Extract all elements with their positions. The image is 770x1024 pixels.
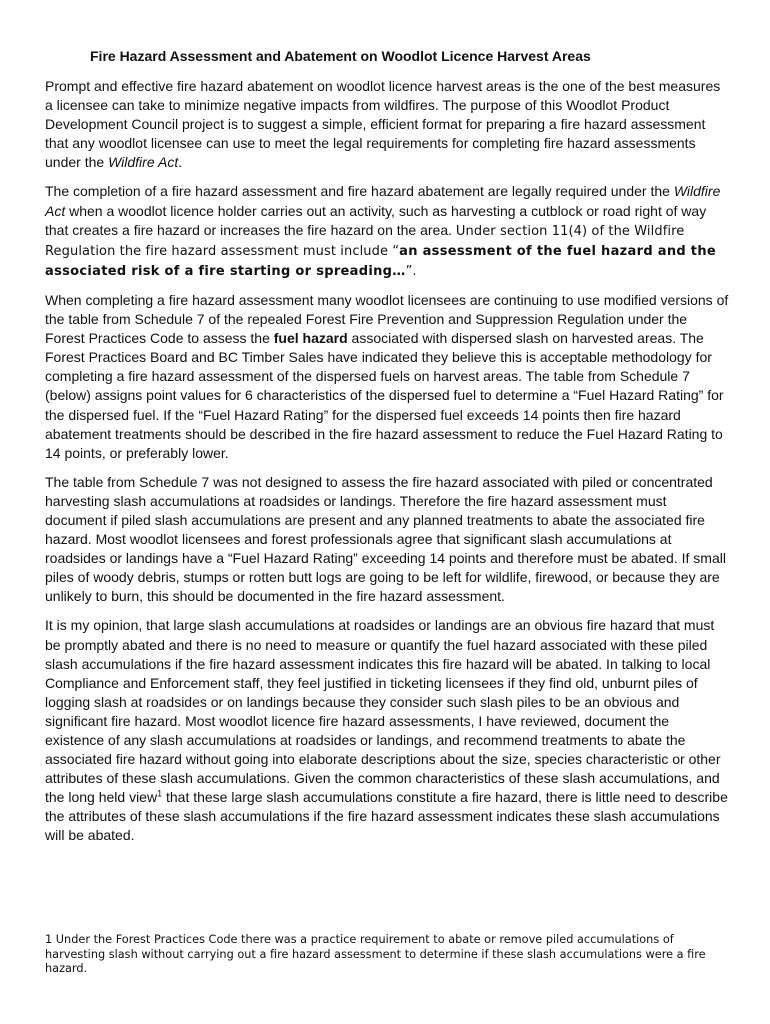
paragraph-5-text-cont: that these large slash accumulations constitute a fire hazard, there is little need to describe the attributes of these slash accumulations if the fire hazard assessment indicates these slash accumulations will be abated. [45, 789, 728, 844]
paragraph-3-text-cont: associated with dispersed slash on harvested areas. The Forest Practices Board and BC Timber Sales have indicated they believe this is acceptable methodology for completing a fire hazard assessment of the dispersed fuels on harvest areas. The table from Schedule 7 (below) assigns point values for 6 characteristics of the dispersed fuel to determine a “Fuel Hazard Rating” for the dispersed fuel. If the “Fuel Hazard Rating” for the dispersed fuel exceeds 14 points then fire hazard abatement treatments should be described in the fire hazard assessment to reduce the Fuel Hazard Rating to 14 points, or preferably lower. [45, 330, 724, 461]
wildfire-act-italic: Wildfire Act [45, 183, 721, 219]
paragraph-1-text: Prompt and effective fire hazard abatement on woodlot licence harvest areas is the one of the best measures a licensee can take to minimize negative impacts from wildfires. The purpose of this Woodlot Product Development Council project is to suggest a simple, efficient format for preparing a fire hazard assessment that any woodlot licensee can use to meet the legal requirements for completing fire hazard assessments under the [45, 78, 721, 171]
paragraph-2-text: The completion of a fire hazard assessment and fire hazard abatement are legally required under the [45, 183, 674, 200]
paragraph-5 [45, 616, 730, 845]
footnote-reference[interactable]: 1 [157, 788, 163, 799]
paragraph-2 [45, 182, 730, 280]
paragraph-3 [45, 291, 730, 463]
paragraph-1 [45, 77, 730, 172]
paragraph-5-text: It is my opinion, that large slash accumulations at roadsides or landings are an obvious fire hazard that must be promptly abated and there is no need to measure or quantify the fuel hazard associated with these piled slash accumulations if the fire hazard assessment indicates this fire hazard will be abated. In talking to local Compliance and Enforcement staff, they feel justified in ticketing licensees if they find old, unburnt piles of logging slash at roadsides or on landings because they consider such slash piles to be an obvious and significant fire hazard. Most woodlot licence fire hazard assessments, I have reviewed, document the existence of any slash accumulations at roadsides or landings, and recommend treatments to abate the associated fire hazard without going into elaborate descriptions about the size, species characteristic or other attributes of these slash accumulations. Given the common characteristics of these slash accumulations, and the long held view [45, 617, 721, 806]
paragraph-3-text: When completing a fire hazard assessment many woodlot licensees are continuing to use modified versions of the table from Schedule 7 of the repealed Forest Fire Prevention and Suppression Regulation under the Forest Practices Code to assess the [45, 291, 729, 347]
wildfire-act-italic: Wildfire Act [108, 154, 179, 171]
paragraph-2-end: ”. [405, 263, 417, 279]
paragraph-2-regulation-text: Under section 11(4) of the Wildfire Regulation the fire hazard assessment must include “ [45, 223, 685, 259]
document-title: Fire Hazard Assessment and Abatement on Woodlot Licence Harvest Areas [90, 48, 591, 64]
paragraph-1-end: . [178, 154, 183, 171]
paragraph-4-text: The table from Schedule 7 was not designed to assess the fire hazard associated with piled or concentrated harvesting slash accumulations at roadsides or landings. Therefore the fire hazard assessment must document if piled slash accumulations are present and any planned treatments to abate the associated fire hazard. Most woodlot licensees and forest professionals agree that significant slash accumulations at roadsides or landings have a “Fuel Hazard Rating” exceeding 14 points and therefore must be abated. If small piles of woody debris, stumps or rotten butt logs are going to be left for wildlife, firewood, or because they are unlikely to burn, this should be documented in the fire hazard assessment. [45, 473, 726, 605]
document-body [45, 77, 730, 856]
paragraph-4 [45, 473, 730, 607]
paragraph-2-quote-bold: an assessment of the fuel hazard and the associated risk of a fire starting or spreading… [45, 243, 716, 279]
fuel-hazard-bold: fuel hazard [273, 330, 348, 347]
footnote: 1 Under the Forest Practices Code there was a practice requirement to abate or remove piled accumulations of harvesting slash without carrying out a fire hazard assessment to determine if these slash accumulations were a fire hazard. [45, 933, 706, 976]
paragraph-2-text-cont: when a woodlot licence holder carries out an activity, such as harvesting a cutblock or road right of way that creates a fire hazard or increases the fire hazard on the area. [45, 202, 707, 238]
